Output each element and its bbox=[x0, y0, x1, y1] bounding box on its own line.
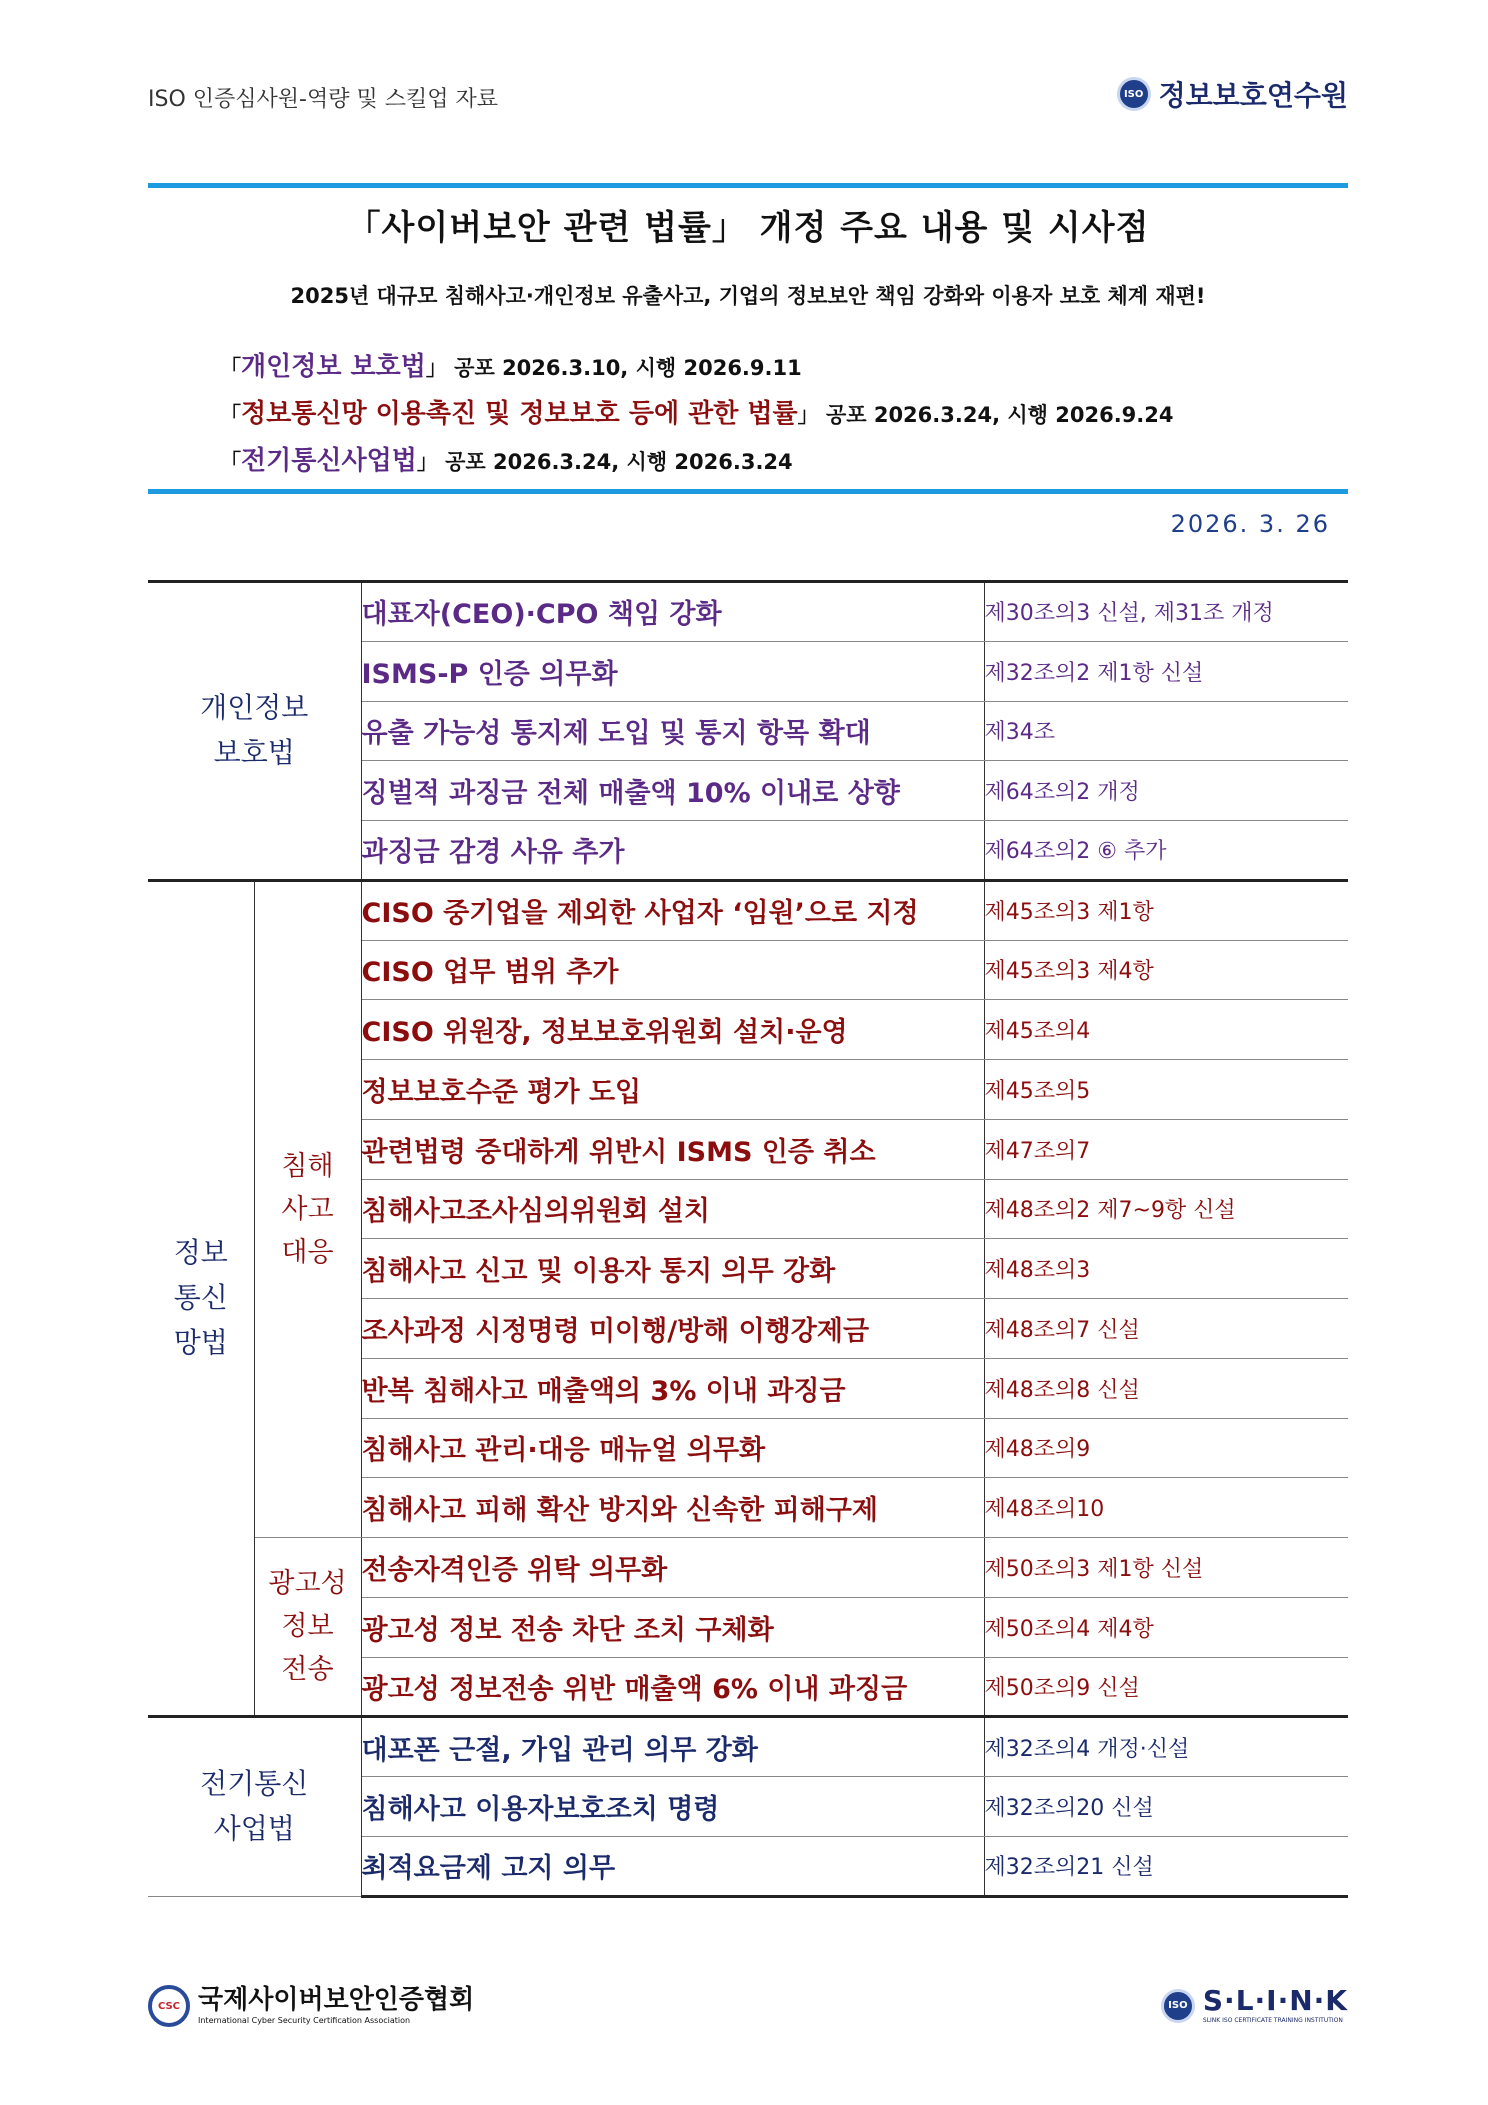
amendment-item: 관련법령 중대하게 위반시 ISMS 인증 취소 bbox=[361, 1119, 984, 1179]
bottom-blue-rule bbox=[148, 489, 1348, 494]
amendments-table bbox=[148, 580, 1348, 1898]
amendment-item: 과징금 감경 사유 추가 bbox=[361, 821, 984, 881]
article-reference: 제48조의2 제7~9항 신설 bbox=[984, 1179, 1348, 1239]
document-subtitle: 2025년 대규모 침해사고·개인정보 유출사고, 기업의 정보보안 책임 강화와 이용자 보호 체계 재편! bbox=[290, 284, 1206, 308]
category-network-act: 정보 통신 망법 bbox=[148, 880, 254, 1717]
amendment-item: 광고성 정보 전송 차단 조치 구체화 bbox=[361, 1597, 984, 1657]
amendment-item: 조사과정 시정명령 미이행/방해 이행강제금 bbox=[361, 1299, 984, 1359]
article-reference: 제48조의9 bbox=[984, 1418, 1348, 1478]
law-dates: 공포 2026.3.24, 시행 2026.3.24 bbox=[437, 450, 793, 474]
amendment-item: 침해사고 이용자보호조치 명령 bbox=[361, 1777, 984, 1837]
amendment-item: CISO 위원장, 정보보호위원회 설치·운영 bbox=[361, 1000, 984, 1060]
article-reference: 제32조의2 제1항 신설 bbox=[984, 641, 1348, 701]
law-name: 전기통신사업법 bbox=[241, 446, 417, 476]
law-line-network: 「정보통신망 이용촉진 및 정보보호 등에 관한 법률」 공포 2026.3.24, 시행 2026.9.24 bbox=[220, 399, 1174, 429]
amendment-item: 광고성 정보전송 위반 매출액 6% 이내 과징금 bbox=[361, 1657, 984, 1717]
footer-right-logo bbox=[1161, 1984, 1348, 2024]
footer-left-org-ko: 국제사이버보안인증협회 bbox=[198, 1985, 475, 2015]
law-name: 정보통신망 이용촉진 및 정보보호 등에 관한 법률 bbox=[241, 399, 798, 429]
article-reference: 제48조의7 신설 bbox=[984, 1299, 1348, 1359]
header-doc-label: ISO 인증심사원-역량 및 스킬업 자료 bbox=[148, 87, 498, 112]
header-org-logo bbox=[1117, 74, 1348, 114]
iso-seal-icon: ISO bbox=[1161, 1989, 1195, 2023]
article-reference: 제45조의3 제4항 bbox=[984, 940, 1348, 1000]
article-reference: 제64조의2 개정 bbox=[984, 761, 1348, 821]
footer-left-org-en: International Cyber Security Certification Association bbox=[198, 2016, 411, 2025]
document-title: 「사이버보안 관련 법률」 개정 주요 내용 및 시사점 bbox=[346, 208, 1150, 248]
amendment-item: 최적요금제 고지 의무 bbox=[361, 1836, 984, 1896]
article-reference: 제50조의4 제4항 bbox=[984, 1597, 1348, 1657]
amendment-item: 침해사고 피해 확산 방지와 신속한 피해구제 bbox=[361, 1478, 984, 1538]
law-line-privacy: 「개인정보 보호법」 공포 2026.3.10, 시행 2026.9.11 bbox=[220, 352, 802, 382]
amendment-item: ISMS-P 인증 의무화 bbox=[361, 641, 984, 701]
article-reference: 제32조의4 개정·신설 bbox=[984, 1717, 1348, 1777]
category-telecom-act: 전기통신 사업법 bbox=[148, 1717, 361, 1896]
article-reference: 제45조의3 제1항 bbox=[984, 880, 1348, 940]
amendment-item: 징벌적 과징금 전체 매출액 10% 이내로 상향 bbox=[361, 761, 984, 821]
amendment-item: 침해사고조사심의위원회 설치 bbox=[361, 1179, 984, 1239]
footer-left-logo bbox=[148, 1985, 474, 2027]
table-row bbox=[148, 1538, 1348, 1598]
amendment-item: CISO 업무 범위 추가 bbox=[361, 940, 984, 1000]
article-reference: 제48조의3 bbox=[984, 1239, 1348, 1299]
article-reference: 제32조의21 신설 bbox=[984, 1836, 1348, 1896]
law-dates: 공포 2026.3.10, 시행 2026.9.11 bbox=[446, 356, 802, 380]
iso-seal-icon: ISO bbox=[1117, 77, 1151, 111]
law-dates: 공포 2026.3.24, 시행 2026.9.24 bbox=[818, 403, 1174, 427]
article-reference: 제50조의3 제1항 신설 bbox=[984, 1538, 1348, 1598]
amendment-item: 침해사고 신고 및 이용자 통지 의무 강화 bbox=[361, 1239, 984, 1299]
subcategory-incident-response: 침해 사고 대응 bbox=[254, 880, 361, 1537]
amendment-item: 유출 가능성 통지제 도입 및 통지 항목 확대 bbox=[361, 701, 984, 761]
table-row bbox=[148, 880, 1348, 940]
article-reference: 제45조의4 bbox=[984, 1000, 1348, 1060]
amendment-item: 대표자(CEO)·CPO 책임 강화 bbox=[361, 582, 984, 642]
header-org-name: 정보보호연수원 bbox=[1158, 79, 1348, 112]
table-row bbox=[148, 1717, 1348, 1777]
article-reference: 제50조의9 신설 bbox=[984, 1657, 1348, 1717]
footer-right-brand: S·L·I·N·K bbox=[1202, 1984, 1348, 2017]
csc-seal-icon: CSC bbox=[148, 1985, 190, 2027]
amendment-item: 반복 침해사고 매출액의 3% 이내 과징금 bbox=[361, 1358, 984, 1418]
table-row bbox=[148, 582, 1348, 642]
amendment-item: CISO 중기업을 제외한 사업자 ‘임원’으로 지정 bbox=[361, 880, 984, 940]
article-reference: 제30조의3 신설, 제31조 개정 bbox=[984, 582, 1348, 642]
footer-right-sub: SLINK ISO CERTIFICATE TRAINING INSTITUTION bbox=[1202, 2017, 1343, 2024]
amendment-item: 대포폰 근절, 가입 관리 의무 강화 bbox=[361, 1717, 984, 1777]
amendment-item: 침해사고 관리·대응 매뉴얼 의무화 bbox=[361, 1418, 984, 1478]
law-name: 개인정보 보호법 bbox=[241, 352, 426, 382]
article-reference: 제48조의10 bbox=[984, 1478, 1348, 1538]
article-reference: 제32조의20 신설 bbox=[984, 1777, 1348, 1837]
document-date: 2026. 3. 26 bbox=[1170, 510, 1330, 538]
article-reference: 제47조의7 bbox=[984, 1119, 1348, 1179]
subcategory-ad-transmission: 광고성 정보 전송 bbox=[254, 1538, 361, 1717]
amendment-item: 전송자격인증 위탁 의무화 bbox=[361, 1538, 984, 1598]
article-reference: 제64조의2 ⑥ 추가 bbox=[984, 821, 1348, 881]
top-blue-rule bbox=[148, 183, 1348, 188]
article-reference: 제45조의5 bbox=[984, 1060, 1348, 1120]
article-reference: 제48조의8 신설 bbox=[984, 1358, 1348, 1418]
category-privacy-act: 개인정보 보호법 bbox=[148, 582, 361, 881]
article-reference: 제34조 bbox=[984, 701, 1348, 761]
amendment-item: 정보보호수준 평가 도입 bbox=[361, 1060, 984, 1120]
law-line-telecom: 「전기통신사업법」 공포 2026.3.24, 시행 2026.3.24 bbox=[220, 446, 793, 476]
